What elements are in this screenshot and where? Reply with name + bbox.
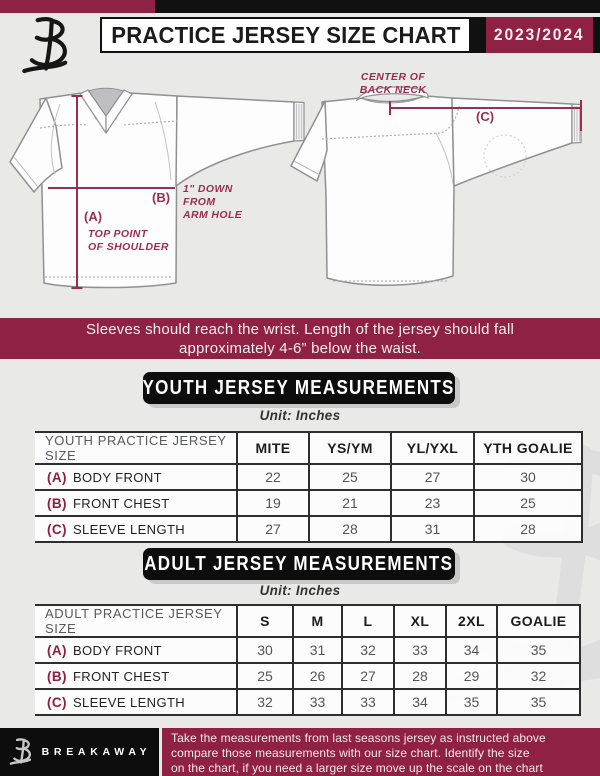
breakaway-monogram-icon: [18, 16, 74, 76]
cell: 31: [293, 637, 342, 663]
adult-row-body-front: [35, 637, 580, 663]
footer-instruction-line-1: Take the measurements from last seasons jersey as instructed above: [171, 730, 546, 745]
label-c-note-1: CENTER OF: [360, 71, 426, 83]
label-b-note-2: FROM: [183, 196, 216, 208]
adult-unit-label: Unit: Inches: [259, 583, 341, 598]
adult-col-xl: XL: [394, 605, 446, 637]
cell: 21: [309, 490, 391, 516]
cell: 25: [309, 464, 391, 490]
adult-col-2xl: 2XL: [446, 605, 497, 637]
youth-table-header-row: [35, 432, 582, 464]
row-label: SLEEVE LENGTH: [72, 521, 186, 537]
page-title-box: [100, 17, 471, 53]
footer-instructions: [162, 728, 600, 776]
cell: 35: [446, 689, 497, 715]
cell: 19: [237, 490, 309, 516]
label-a-note-1: TOP POINT: [88, 228, 148, 240]
row-key: (C): [47, 521, 67, 537]
cell: 22: [237, 464, 309, 490]
label-b-note-1: 1" DOWN: [183, 183, 233, 195]
adult-col-s: S: [237, 605, 293, 637]
footer-brand-name: BREAKAWAY: [41, 746, 152, 758]
cell: 29: [446, 663, 497, 689]
cell: 27: [342, 663, 394, 689]
cell: 34: [446, 637, 497, 663]
row-key: (C): [47, 694, 67, 710]
jersey-measurement-diagram: [0, 60, 600, 316]
top-strip-maroon: [0, 0, 155, 13]
youth-col-goalie: YTH GOALIE: [474, 432, 582, 464]
label-b-note-3: ARM HOLE: [183, 209, 243, 221]
cell: 26: [293, 663, 342, 689]
row-key: (B): [47, 495, 67, 511]
cell: 35: [497, 637, 580, 663]
cell: 30: [474, 464, 582, 490]
row-label: SLEEVE LENGTH: [72, 694, 186, 710]
top-strip-black: [155, 0, 600, 13]
adult-size-table: [35, 604, 581, 716]
fit-note-line-1: Sleeves should reach the wrist. Length of the jersey should fall: [85, 320, 515, 338]
page-title: PRACTICE JERSEY SIZE CHART: [110, 21, 461, 48]
adult-section-heading: ADULT JERSEY MEASUREMENTS: [144, 552, 454, 575]
cell: 32: [237, 689, 293, 715]
back-jersey-illustration: [291, 87, 581, 285]
adult-section-banner: [143, 548, 455, 580]
fit-note-banner: [0, 318, 600, 359]
cell: 33: [293, 689, 342, 715]
adult-row-sleeve-length: [35, 689, 580, 715]
fit-note-line-2: approximately 4-6” below the waist.: [178, 339, 422, 357]
youth-row-body-front: [35, 464, 582, 490]
label-c: (C): [476, 109, 495, 124]
adult-row-front-chest: [35, 663, 580, 689]
youth-col-ylyxl: YL/YXL: [391, 432, 474, 464]
adult-col-m: M: [293, 605, 342, 637]
row-label: BODY FRONT: [72, 469, 162, 485]
adult-table-title: ADULT PRACTICE JERSEY SIZE: [35, 605, 237, 637]
row-label: FRONT CHEST: [72, 495, 170, 511]
cell: 33: [342, 689, 394, 715]
row-label: BODY FRONT: [72, 642, 162, 658]
youth-unit-label: Unit: Inches: [259, 408, 341, 423]
cell: 31: [391, 516, 474, 542]
footer-instruction-line-2: compare those measurements with our size chart. Identify the size: [171, 745, 530, 760]
youth-col-ysym: YS/YM: [309, 432, 391, 464]
youth-section-banner: [143, 372, 455, 404]
adult-col-l: L: [342, 605, 394, 637]
label-a: (A): [84, 209, 103, 224]
adult-table-header-row: [35, 605, 580, 637]
row-key: (B): [47, 668, 67, 684]
youth-size-table: [35, 431, 583, 543]
footer-instruction-line-3: on the chart, if you need a larger size move up the scale on the chart: [171, 760, 543, 775]
row-label: FRONT CHEST: [72, 668, 170, 684]
label-c-note-2: BACK NECK: [359, 84, 427, 96]
row-key: (A): [47, 642, 67, 658]
label-b: (B): [152, 190, 171, 205]
youth-row-sleeve-length: [35, 516, 582, 542]
cell: 28: [474, 516, 582, 542]
adult-col-goalie: GOALIE: [497, 605, 580, 637]
cell: 32: [342, 637, 394, 663]
cell: 23: [391, 490, 474, 516]
cell: 25: [474, 490, 582, 516]
cell: 28: [394, 663, 446, 689]
cell: 34: [394, 689, 446, 715]
footer-brand-block: [0, 728, 159, 776]
cell: 25: [237, 663, 293, 689]
cell: 28: [309, 516, 391, 542]
youth-col-mite: MITE: [237, 432, 309, 464]
season-badge: [486, 17, 593, 53]
cell: 32: [497, 663, 580, 689]
cell: 33: [394, 637, 446, 663]
footer-breakaway-monogram-icon: [8, 738, 34, 766]
youth-table-title: YOUTH PRACTICE JERSEY SIZE: [35, 432, 237, 464]
cell: 30: [237, 637, 293, 663]
label-a-note-2: OF SHOULDER: [88, 241, 169, 253]
cell: 27: [237, 516, 309, 542]
row-key: (A): [47, 469, 67, 485]
cell: 27: [391, 464, 474, 490]
youth-section-heading: YOUTH JERSEY MEASUREMENTS: [142, 376, 456, 399]
youth-row-front-chest: [35, 490, 582, 516]
season-label: 2023/2024: [494, 25, 585, 44]
cell: 35: [497, 689, 580, 715]
